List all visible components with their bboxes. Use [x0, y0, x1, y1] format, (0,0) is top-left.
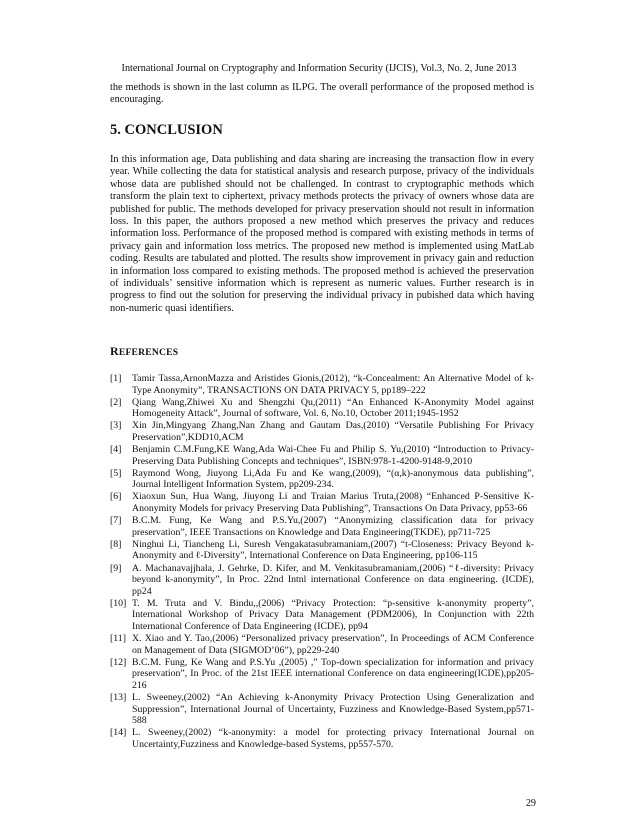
reference-number: [1] — [110, 373, 122, 384]
reference-number: [8] — [110, 538, 122, 550]
intro-paragraph: the methods is shown in the last column as ILPG. The overall performance of the proposed method is encouraging. — [110, 82, 534, 106]
reference-item — [110, 397, 534, 420]
reference-item — [110, 598, 534, 633]
reference-number: [11] — [110, 633, 126, 645]
reference-text: Ninghui Li, Tiancheng Li, Suresh Vengakatasubramaniam,(2007) “t-Closeness: Privacy Beyond k-Anonymity and ℓ-Diversity”, International Conference on Data Engineering, pp106-115 — [132, 538, 534, 562]
reference-text: L. Sweeney,(2002) “k-anonymity: a model for protecting privacy International Journal on Uncertainty,Fuzziness and Knowledge-based Systems, pp557-570. — [132, 727, 534, 750]
references-heading-initial: R — [110, 344, 119, 358]
section-title: 5. CONCLUSION — [110, 122, 223, 138]
reference-item — [110, 539, 534, 562]
reference-item — [110, 373, 534, 396]
references-heading — [110, 344, 178, 360]
reference-number: [2] — [110, 396, 122, 408]
reference-list — [110, 373, 534, 751]
reference-item — [110, 515, 534, 538]
reference-item — [110, 633, 534, 656]
reference-text: L. Sweeney,(2002) “An Achieving k-Anonymity Privacy Protection Using Generalization and Suppression”, International Journal of Uncertainty, Fuzziness and Knowledge-Based System,pp571-588 — [132, 692, 534, 727]
conclusion-paragraph: In this information age, Data publishing and data sharing are increasing the transaction flow in every year. While collecting the data for statistical analysis and research purpose, privacy of the individuals whose data are published should not be challenged. In contrast to cryptographic methods which transform the plain text to ciphertext, privacy methods protects the privacy of owners whose data are published for public. The methods developed for privacy preservation should not result in information loss. In this paper, the authors proposed a new method which preserves the privacy and reduces information loss. Performance of the proposed method is compared with existing methods in terms of privacy gain and information loss metrics. The proposed new method is implemented using MatLab coding. Results are tabulated and plotted. The results show improvement in privacy gain and reduction in information loss compared to existing methods. The proposed method is achieved the preservation of individuals’ sensitive information which is represent as numeric values. Further research is in progress to find out the solution for preserving the individual privacy in pubished data which having non-numeric quasi identifiers. — [110, 154, 534, 314]
reference-item — [110, 692, 534, 727]
reference-text: Xiaoxun Sun, Hua Wang, Jiuyong Li and Traian Marius Truta,(2008) “Enhanced P-Sensitive K-Anonymity Models for privacy Preserving Data Publishing”, Transactions On Data Privacy, pp53-66 — [132, 491, 534, 515]
reference-item — [110, 491, 534, 514]
reference-item — [110, 563, 534, 598]
reference-item — [110, 727, 534, 750]
reference-number: [9] — [110, 562, 122, 574]
reference-number: [6] — [110, 491, 122, 503]
reference-number: [13] — [110, 692, 127, 704]
reference-number: [7] — [110, 515, 122, 527]
reference-text: Xin Jin,Mingyang Zhang,Nan Zhang and Gautam Das,(2010) “Versatile Publishing For Privacy Preservation”,KDD10,ACM — [132, 420, 534, 443]
reference-item — [110, 420, 534, 443]
reference-text: B.C.M. Fung, Ke Wang and P.S.Yu,(2007) “Anonymizing classification data for privacy preservation”, IEEE Transactions on Knowledge and Data Engineering(TKDE), pp711-725 — [132, 515, 534, 538]
reference-number: [4] — [110, 444, 122, 456]
reference-text: B.C.M. Fung, Ke Wang and P.S.Yu ,(2005) ,” Top-down specialization for information and privacy preservation”, In Proc. of the 21st IEEE international Conference on data engineering(ICDE),pp205-216 — [132, 656, 534, 691]
reference-number: [5] — [110, 467, 122, 479]
reference-item — [110, 444, 534, 467]
reference-text: A. Machanavajjhala, J. Gehrke, D. Kifer, and M. Venkitasubramaniam,(2006) “ℓ-diversity: Privacy beyond k-anonymity”, In Proc. 22nd Intnl international Conference on data engineering. (ICDE), pp24 — [132, 562, 534, 597]
reference-number: [10] — [110, 597, 127, 609]
reference-number: [12] — [110, 656, 127, 668]
reference-text: T. M. Truta and V. Bindu,,(2006) “Privacy Protection: “p-sensitive k-anonymity property”, International Workshop of Privacy Data Management (PDM2006), In Conjunction with 22th International Conference of Data Engineering (ICDE), pp94 — [132, 597, 534, 632]
reference-number: [3] — [110, 420, 122, 432]
reference-text: Qiang Wang,Zhiwei Xu and Shengzhi Qu,(2011) “An Enhanced K-Anonymity Model against Homogeneity Attack”, Journal of software, Vol. 6, No.10, October 2011;1945-1952 — [132, 396, 534, 420]
reference-item — [110, 468, 534, 491]
page-number: 29 — [525, 798, 536, 809]
running-header: International Journal on Cryptography and Information Security (IJCIS), Vol.3, No. 2, June 2013 — [121, 63, 517, 74]
reference-text: Benjamin C.M.Fung,KE Wang,Ada Wai-Chee Fu and Philip S. Yu,(2010) “Introduction to Privacy-Preserving Data Publishing Concepts and techniques”, ISBN:978-1-4200-9148-9,2010 — [132, 444, 534, 467]
reference-item — [110, 657, 534, 692]
references-heading-rest: EFERENCES — [118, 347, 179, 358]
reference-text: Raymond Wong, Jiuyong Li,Ada Fu and Ke wang,(2009), “(α,k)-anonymous data publishing”, Journal Intelligent Information System, pp209-234. — [132, 467, 534, 491]
reference-text: X. Xiao and Y. Tao,(2006) “Personalized privacy preservation”, In Proceedings of ACM Conference on Management of Data (SIGMOD’06”), pp229-240 — [132, 633, 534, 656]
reference-number: [14] — [110, 727, 127, 739]
reference-text: Tamir Tassa,ArnonMazza and Aristides Gionis,(2012), “k-Concealment: An Alternative Model of k-Type Anonymity”, TRANSACTIONS ON DATA PRIVACY 5, pp189–222 — [132, 373, 534, 396]
